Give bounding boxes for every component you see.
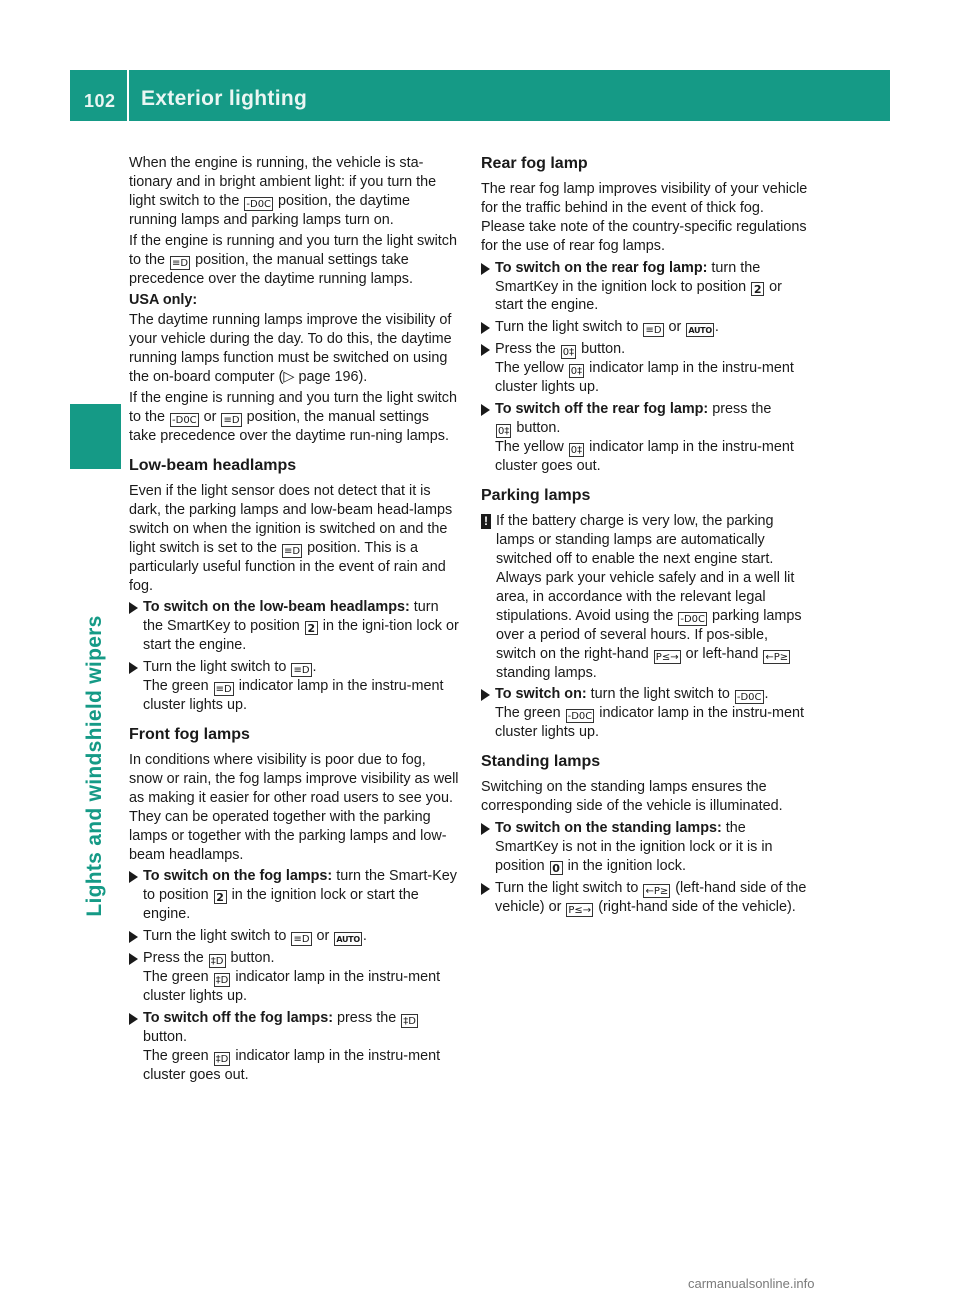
low-beam-icon: ≡D — [293, 934, 310, 946]
text: The yellow — [495, 360, 564, 377]
daytime-running-lamps-icon: -D0C — [246, 198, 272, 210]
low-beam-icon: ≡D — [293, 665, 310, 677]
sidebar-chapter-label: Lights and windshield wipers — [83, 615, 106, 917]
page-reference-link[interactable]: page 196). — [298, 369, 368, 386]
left-standing-lamp-icon: ←P≥ — [765, 651, 789, 663]
instruction-step — [129, 598, 459, 655]
key-position-0-icon: 0 — [550, 861, 563, 875]
instruction-step — [481, 259, 811, 316]
text: in the ignition lock. — [567, 857, 687, 874]
text: standing lamps. — [496, 664, 597, 681]
text: position, the daytime running lamps and parking lamps turn on. — [129, 192, 411, 228]
text: indicator lamp in the instru-ment cluster goes out. — [495, 439, 794, 475]
rear-fog-lamp-icon: 0‡ — [570, 366, 583, 378]
low-beam-icon: ≡D — [283, 545, 301, 557]
instruction-step — [481, 400, 811, 476]
daytime-running-lamps-icon: -D0C — [736, 692, 762, 704]
step-arrow-icon — [129, 602, 138, 614]
right-standing-lamp-icon: P≤→ — [655, 651, 679, 663]
paragraph — [129, 482, 459, 596]
text: button. — [516, 420, 561, 437]
text: press the — [712, 401, 772, 418]
text: Press the — [143, 950, 204, 967]
step-title: To switch on the standing lamps: — [495, 820, 722, 837]
text: The daytime running lamps improve the visibility of your vehicle during the day. To do this, the daytime running lamps function must be switched on using the on-board computer ( — [129, 312, 452, 386]
daytime-running-lamps-icon: -D0C — [172, 414, 197, 426]
paragraph — [129, 389, 459, 446]
text: When the engine is running, the vehicle is sta-tionary and in bright ambient light: if you turn the light switch to the — [129, 155, 437, 209]
text: or — [203, 408, 217, 425]
auto-light-icon: AUTO — [686, 323, 714, 337]
text: press the — [337, 1010, 397, 1027]
step-title: To switch off the rear fog lamp: — [495, 401, 709, 418]
text: or left-hand — [685, 645, 759, 662]
left-standing-lamp-icon: ←P≥ — [645, 885, 669, 897]
paragraph — [129, 154, 459, 230]
step-title: To switch on the rear fog lamp: — [495, 259, 708, 276]
text: (left-hand side of the vehicle) or — [495, 879, 807, 915]
warning-icon: ! — [481, 514, 491, 529]
text: Press the — [495, 341, 556, 358]
text: position, the manual settings take precedence over the daytime running lamps. — [129, 251, 413, 287]
rear-fog-lamp-icon: 0‡ — [570, 445, 583, 457]
text: parking lamps over a period of several hours. If pos-sible, switch on the right-hand — [496, 607, 802, 662]
front-fog-lamp-icon: ‡D — [215, 1054, 229, 1065]
instruction-step — [129, 927, 459, 946]
text: If the engine is running and you turn the light switch to the — [129, 232, 457, 268]
right-standing-lamp-icon: P≤→ — [568, 904, 592, 916]
low-beam-icon: ≡D — [172, 257, 189, 269]
text: Turn the light switch to — [495, 319, 639, 336]
low-beam-icon: ≡D — [215, 684, 232, 696]
step-arrow-icon — [129, 931, 138, 943]
text: . — [714, 319, 719, 336]
text: indicator lamp in the instru-ment cluster goes out. — [143, 1048, 441, 1083]
step-title: To switch on the fog lamps: — [143, 868, 333, 885]
instruction-step — [481, 879, 811, 917]
text: turn the SmartKey to position — [143, 599, 439, 635]
text: Even if the light sensor does not detect that it is dark, the parking lamps and low-beam head-lamps switch on when the ignition is switched on and the light switch is set to the — [129, 482, 453, 556]
text: position. This is a particularly useful function in the event of rain and fog. — [129, 539, 446, 594]
instruction-step — [481, 819, 811, 876]
step-title: To switch on the low-beam headlamps: — [143, 599, 410, 616]
step-arrow-icon — [129, 953, 138, 965]
instruction-step — [129, 949, 459, 1006]
text: Turn the light switch to — [143, 659, 287, 676]
low-beam-icon: ≡D — [645, 325, 662, 337]
low-beam-icon: ≡D — [223, 414, 240, 426]
step-arrow-icon — [481, 404, 490, 416]
step-title: To switch on: — [495, 686, 587, 703]
step-arrow-icon — [481, 263, 490, 275]
instruction-step — [481, 340, 811, 397]
rear-fog-heading: Rear fog lamp — [481, 155, 588, 172]
text: turn the light switch to — [590, 686, 730, 703]
daytime-running-lamps-icon: -D0C — [680, 613, 705, 625]
text: or — [668, 319, 682, 336]
text: The yellow — [495, 439, 564, 456]
section-title: Exterior lighting — [141, 87, 308, 110]
text: If the engine is running and you turn the light switch to the — [129, 390, 457, 425]
text: . — [362, 928, 367, 945]
text: position, the manual settings take precedence over the daytime run-ning lamps. — [129, 408, 449, 444]
text: indicator lamp in the instru-ment cluster lights up. — [495, 705, 805, 741]
watermark: carmanualsonline.info — [688, 1276, 815, 1291]
text: The green — [143, 1048, 209, 1064]
page-number: 102 — [84, 91, 116, 111]
text: button. — [143, 1029, 188, 1046]
text: If the battery charge is very low, the parking lamps or standing lamps are automatically switched off to enable the next engine start. Always park your vehicle safely and in a well lit area, in accordance with the relevant legal stipulations. Avoid using the — [496, 513, 795, 624]
usa-only-label: USA only: — [129, 291, 198, 308]
text: the SmartKey is not in the ignition lock or it is in position — [495, 820, 773, 874]
text: turn the SmartKey in the ignition lock to position — [495, 259, 761, 295]
step-arrow-icon — [129, 871, 138, 883]
text: or start the engine. — [495, 278, 782, 314]
key-position-2-icon: 2 — [751, 282, 764, 296]
low-beam-heading: Low-beam headlamps — [129, 456, 297, 474]
auto-light-icon: AUTO — [334, 932, 362, 946]
front-fog-lamp-icon: ‡D — [210, 956, 224, 968]
key-position-2-icon: 2 — [214, 890, 227, 904]
right-column — [481, 154, 811, 920]
text: The green — [495, 705, 561, 722]
front-fog-heading: Front fog lamps — [129, 726, 250, 744]
parking-lamps-heading: Parking lamps — [481, 487, 591, 505]
paragraph: The rear fog lamp improves visibility of your vehicle for the traffic behind in the event of thick fog. Please take note of the country-specific regulations for the use of rear fog lamps. — [481, 181, 808, 254]
text: . — [312, 659, 317, 676]
instruction-step — [129, 658, 459, 715]
key-position-2-icon: 2 — [305, 621, 318, 635]
text: in the igni-tion lock or start the engine. — [143, 618, 459, 654]
paragraph: In conditions where visibility is poor due to fog, snow or rain, the fog lamps improve visibility as well as making it easier for other road users to see you. They can be operated together with the parking lamps or together with the parking lamps and low-beam headlamps. — [129, 752, 459, 863]
front-fog-lamp-icon: ‡D — [403, 1016, 416, 1028]
step-arrow-icon — [481, 823, 490, 835]
instruction-step — [481, 685, 811, 742]
paragraph — [129, 232, 459, 289]
daytime-running-lamps-icon: -D0C — [567, 711, 593, 723]
left-column — [129, 154, 459, 1088]
step-arrow-icon — [481, 689, 490, 701]
rear-fog-lamp-icon: 0‡ — [498, 426, 510, 438]
step-arrow-icon — [481, 344, 490, 356]
step-title: To switch off the fog lamps: — [143, 1010, 334, 1027]
text: Turn the light switch to — [495, 879, 639, 896]
step-arrow-icon — [481, 322, 490, 334]
text: turn the Smart-Key to position — [143, 868, 457, 904]
text: The green — [143, 678, 209, 695]
warning-note — [481, 512, 811, 682]
front-fog-lamp-icon: ‡D — [215, 975, 229, 987]
text: Turn the light switch to — [143, 928, 287, 945]
text: button. — [581, 341, 626, 358]
paragraph: Switching on the standing lamps ensures the corresponding side of the vehicle is illuminated. — [481, 779, 783, 815]
instruction-step — [481, 318, 811, 337]
step-arrow-icon — [129, 1013, 138, 1025]
text: The green — [143, 969, 209, 986]
text: (right-hand side of the vehicle). — [598, 898, 796, 915]
text: button. — [230, 950, 275, 967]
paragraph — [129, 311, 459, 387]
standing-lamps-heading: Standing lamps — [481, 753, 601, 771]
sidebar-tab-marker — [70, 404, 121, 469]
instruction-step — [129, 867, 459, 924]
step-arrow-icon — [129, 662, 138, 674]
rear-fog-lamp-icon: 0‡ — [562, 347, 575, 359]
text: indicator lamp in the instru-ment cluster lights up. — [143, 678, 444, 714]
text: in the ignition lock or start the engine. — [143, 887, 419, 923]
instruction-step — [129, 1009, 459, 1085]
page-reference-arrow-icon: ▷ — [283, 369, 295, 386]
step-arrow-icon — [481, 883, 490, 895]
header-divider — [127, 70, 129, 121]
text: indicator lamp in the instru-ment cluster lights up. — [495, 360, 794, 396]
text: . — [764, 686, 769, 703]
text: indicator lamp in the instru-ment cluster lights up. — [143, 969, 441, 1005]
text: or — [316, 928, 330, 945]
